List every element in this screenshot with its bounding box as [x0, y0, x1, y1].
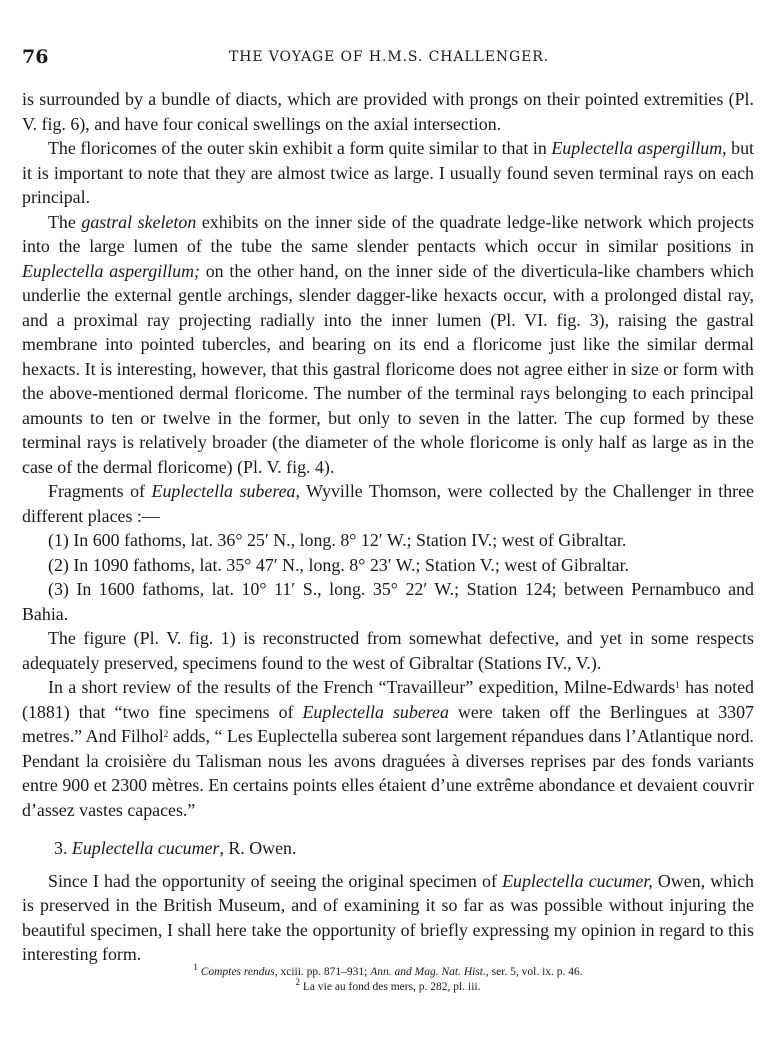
footnote-2: $^2$ La vie au fond des mers, p. 282, pl. iii. — [295, 977, 481, 993]
taxon-name: Euplectella cucumer — [71, 838, 220, 858]
footnote-ref-2: 2 — [163, 729, 169, 739]
paragraph-continued: is surrounded by a bundle of diacts, which are provided with prongs on their pointed extremities (Pl. V. fig. 6), and have four conical swellings on the axial intersection. — [22, 89, 754, 134]
paragraph-fragments: Fragments of Euplectella suberea, Wyville Thomson, were collected by the Challenger in three different places :— — [22, 481, 754, 526]
paragraph-review: In a short review of the results of the French “Travailleur” expedition, Milne-Edwards$^1$ has noted (1881) that “two fine specimens of Euplectella suberea were taken off the Berlingues at 3307 metres.” And Filhol$^2$ adds, “ Les Euplectella suberea sont largement répandues dans l’Atlantique nord. Pendant la croisière du Talisman nous les avons draguées à diverses reprises par des fonds variants entre 900 et 2300 mètres. En certains points elles étaient d’une extrême abondance et devaient couvrir d’assez vastes capaces.” — [22, 677, 754, 820]
paragraph-floricomes: The floricomes of the outer skin exhibit a form quite similar to that in Euplectella aspergillum, but it is important to note that they are almost twice as large. I usually found seven terminal rays on each principal. — [22, 138, 754, 207]
section-heading: 3. Euplectella cucumer, R. Owen. — [54, 838, 297, 858]
taxon-name: Euplectella aspergillum — [551, 138, 723, 158]
running-header — [22, 46, 756, 72]
footnote-1: $^1$ Comptes rendus, xciii. pp. 871–931; Ann. and Mag. Nat. Hist., ser. 5, vol. ix. p. 46. — [193, 962, 583, 978]
paragraph-gastral-skeleton: The gastral skeleton exhibits on the inner side of the quadrate ledge-like network which projects into the large lumen of the tube the same slender pentacts which occur in similar positions in Euplectella aspergillum; on the other hand, on the inner side of the diverticula-like chambers which underlie the external gentle archings, slender dagger-like hexacts occur, with a prolonged distal ray, and a proximal ray projecting radially into the inner lumen (Pl. VI. fig. 3), raising the gastral membrane into pointed tubercles, and bearing on its end a floricome just like the similar dermal hexacts. It is interesting, however, that this gastral floricome does not agree either in size or form with the above-mentioned dermal floricome. The number of the terminal rays belonging to each principal amounts to ten or twelve in the former, but only to seven in the latter. The cup formed by these terminal rays is relatively broader (the diameter of the whole floricome is only half as large as in the case of the dermal floricome) (Pl. V. fig. 4). — [22, 211, 754, 477]
taxon-name: Euplectella aspergillum; — [22, 260, 200, 281]
paragraph-cucumer: Since I had the opportunity of seeing the original specimen of Euplectella cucumer, Owen, which is preserved in the British Museum, and of examining it so far as was possible without injuring the beautiful specimen, I shall here take the opportunity of briefly expressing my opinion in regard to this interesting form. — [22, 870, 754, 964]
taxon-name: Euplectella suberea — [302, 701, 449, 722]
station-entry-1: (1) In 600 fathoms, lat. 36° 25′ N., long. 8° 12′ W.; Station IV.; west of Gibraltar. — [48, 530, 627, 550]
body-text — [22, 87, 754, 967]
running-title: THE VOYAGE OF H.M.S. CHALLENGER. — [228, 49, 550, 65]
station-entry-2: (2) In 1090 fathoms, lat. 35° 47′ N., long. 8° 23′ W.; Station V.; west of Gibraltar. — [48, 554, 630, 575]
term-gastral-skeleton: gastral skeleton — [81, 211, 197, 232]
footnote-ref-1: 1 — [675, 680, 680, 690]
taxon-name: Euplectella cucumer, — [502, 870, 653, 891]
station-entry-3: (3) In 1600 fathoms, lat. 10° 11′ S., long. 35° 22′ W.; Station 124; between Pernambuco and Bahia. — [22, 579, 754, 624]
taxon-name: Euplectella suberea — [151, 481, 296, 501]
page-number: 76 — [22, 46, 49, 68]
paragraph-figure: The figure (Pl. V. fig. 1) is reconstructed from somewhat defective, and yet in some respects adequately preserved, specimens found to the west of Gibraltar (Stations IV., V.). — [22, 628, 754, 673]
